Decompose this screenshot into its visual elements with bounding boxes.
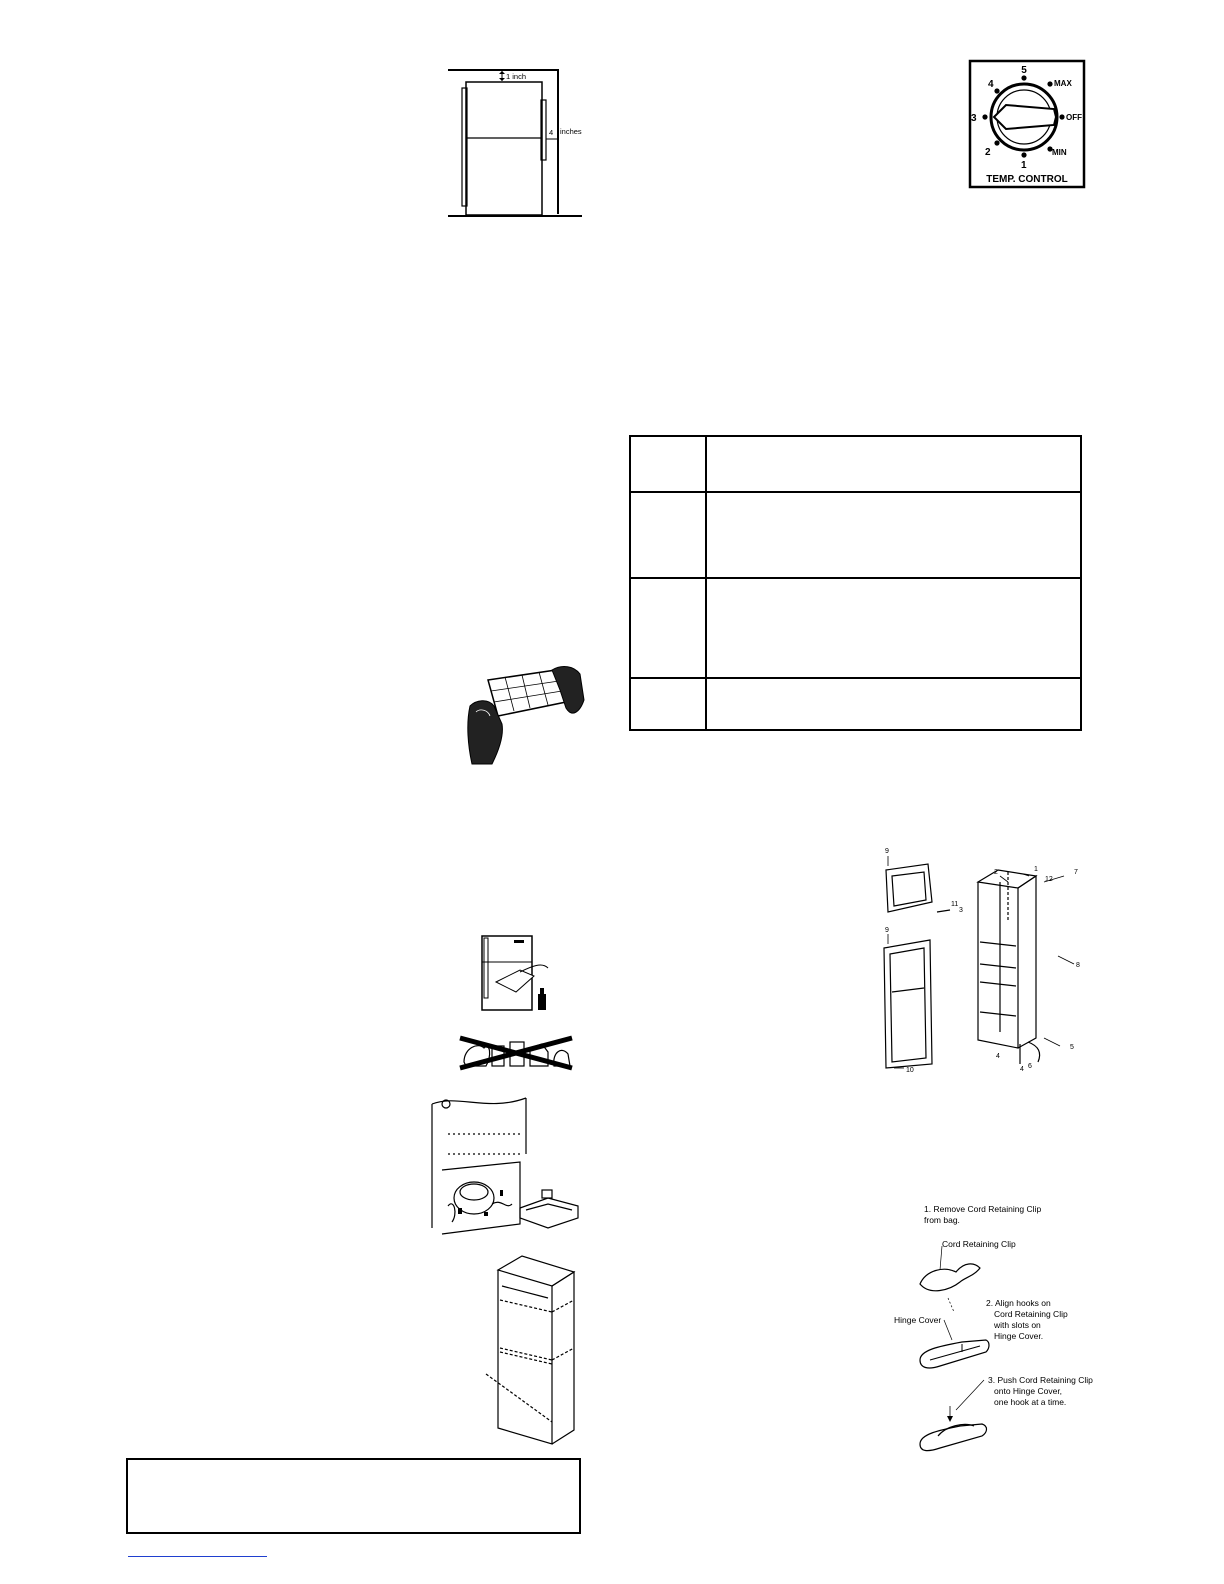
callout-6: 6 — [1028, 1063, 1032, 1070]
table-cell — [630, 492, 706, 578]
ice-tray-illustration — [462, 660, 584, 766]
dial-position-3: 3 — [971, 113, 977, 124]
callout-10: 10 — [906, 1067, 914, 1074]
no-harsh-cleaners-illustration — [458, 1032, 574, 1072]
clip-step1-line2: from bag. — [924, 1215, 960, 1225]
cord-retaining-clip-diagram — [890, 1200, 1093, 1456]
callout-12: 12 — [1045, 876, 1053, 883]
callout-9-bottom: 9 — [885, 927, 889, 934]
callout-7: 7 — [1074, 869, 1078, 876]
dial-position-1: 1 — [1021, 160, 1027, 171]
callout-9-top: 9 — [885, 848, 889, 855]
callout-4-screw: 4 — [1020, 1066, 1024, 1073]
table-cell — [706, 678, 1081, 730]
clip-step3-line1: 3. Push Cord Retaining Clip — [988, 1375, 1093, 1385]
spec-table — [629, 435, 1082, 731]
dial-min-label: MIN — [1052, 148, 1067, 157]
table-row — [630, 678, 1081, 730]
cabinet-outline-illustration — [482, 1252, 582, 1448]
callout-4-hinge: 4 — [996, 1053, 1000, 1060]
callout-2: 2 — [994, 869, 998, 876]
top-clearance-label: 1 inch — [506, 72, 527, 81]
notice-box — [126, 1458, 581, 1534]
callout-11: 11 — [951, 901, 959, 908]
side-clearance-unit: inches — [560, 127, 582, 136]
clip-step2-line4: Hinge Cover. — [994, 1331, 1044, 1341]
table-cell — [706, 436, 1081, 492]
cleaning-illustration — [476, 932, 558, 1014]
table-row — [630, 578, 1081, 678]
callout-5: 5 — [1070, 1044, 1074, 1051]
clip-part-label: Cord Retaining Clip — [942, 1239, 1016, 1249]
clip-step3-line3: one hook at a time. — [994, 1397, 1067, 1407]
dial-position-4: 4 — [988, 79, 994, 90]
dial-off-label: OFF — [1066, 113, 1082, 122]
table-cell — [706, 492, 1081, 578]
table-cell — [630, 436, 706, 492]
table-row — [630, 436, 1081, 492]
temperature-control-dial — [968, 59, 1086, 189]
footer-link-underline[interactable] — [128, 1556, 267, 1557]
table-cell — [706, 578, 1081, 678]
callout-1: 1 — [1034, 866, 1038, 873]
clip-step2-line3: with slots on — [994, 1320, 1041, 1330]
clip-step2-line1: 2. Align hooks on — [986, 1298, 1051, 1308]
dial-caption: TEMP. CONTROL — [986, 174, 1068, 185]
clip-step3-line2: onto Hinge Cover, — [994, 1386, 1063, 1396]
compressor-area-illustration — [428, 1094, 582, 1238]
callout-8: 8 — [1076, 962, 1080, 969]
side-clearance-value: 4 — [549, 128, 554, 137]
table-cell — [630, 678, 706, 730]
dial-max-label: MAX — [1054, 79, 1072, 88]
dial-position-2: 2 — [985, 147, 991, 158]
callout-3: 3 — [959, 907, 963, 914]
clearance-diagram — [448, 64, 582, 222]
clip-step1-line1: 1. Remove Cord Retaining Clip — [924, 1204, 1042, 1214]
table-cell — [630, 578, 706, 678]
door-reversal-diagram — [868, 842, 1090, 1076]
table-row — [630, 492, 1081, 578]
dial-position-5: 5 — [1021, 65, 1027, 76]
hinge-cover-label: Hinge Cover — [894, 1315, 942, 1325]
clip-step2-line2: Cord Retaining Clip — [994, 1309, 1068, 1319]
